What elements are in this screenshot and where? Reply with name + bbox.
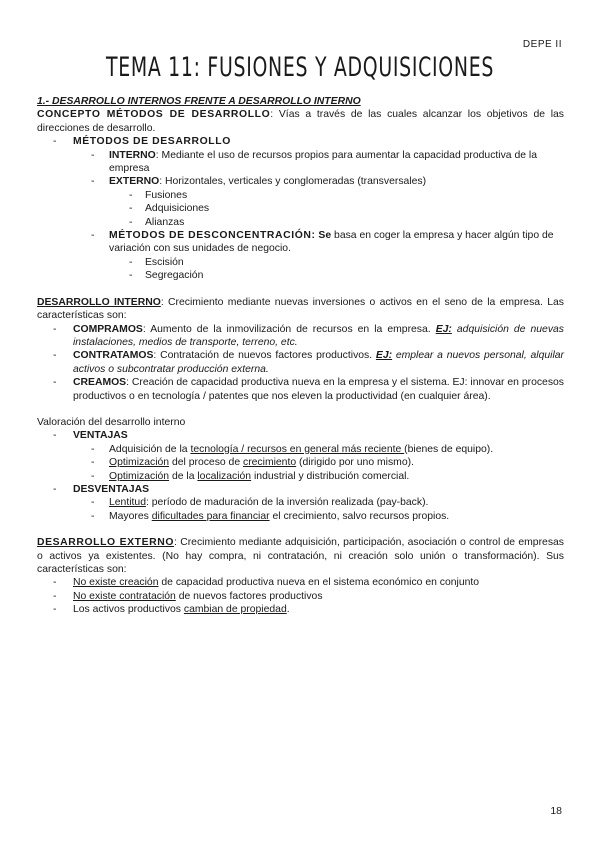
list-item: - Optimización de la localización industrial y distribución comercial.: [91, 470, 410, 482]
ventaja-underlined: Optimización: [109, 470, 170, 482]
ventaja-text: de la: [169, 470, 198, 482]
list-item: - VENTAJAS: [53, 430, 128, 442]
desventaja-underlined: Lentitud: [109, 497, 146, 509]
list-item: - Lentitud: período de maduración de la inversión realizada (pay-back).: [91, 497, 429, 509]
page-title: TEMA 11: FUSIONES Y ADQUISICIONES: [105, 52, 495, 83]
list-item: - No existe contratación de nuevos factores productivos: [53, 590, 323, 602]
desarrollo-interno-label: DESARROLLO INTERNO: [37, 296, 161, 308]
externo-text: : Horizontales, verticales y conglomeradas (transversales): [159, 176, 427, 188]
concept-paragraph: [37, 108, 564, 135]
desarrollo-interno-text: : Crecimiento mediante nuevas inversiones o activos en el seno de la empresa. Las características son:: [37, 296, 564, 322]
contratamos-label: CONTRATAMOS: [73, 350, 154, 362]
desconc-label: MÉTODOS DE DESCONCENTRACIÓN:: [109, 230, 316, 242]
list-item: - MÉTODOS DE DESARROLLO: [53, 136, 231, 148]
list-item: - CONTRATAMOS: Contratación de nuevos factores productivos. EJ: emplear a nuevos personal, alquilar activos o subcontratar producción externa.: [53, 350, 564, 375]
list-item: - COMPRAMOS: Aumento de la inmovilización de recursos en la empresa. EJ: adquisición de nuevas instalaciones, medios de transporte, terreno, etc.: [53, 323, 565, 348]
desconc-bold: Se: [315, 230, 332, 242]
ventaja-underlined: Optimización: [109, 457, 170, 469]
list-item: - Segregación: [129, 270, 204, 282]
interno-label: INTERNO: [109, 149, 156, 161]
creamos-label: CREAMOS: [73, 377, 127, 389]
externo-label: EXTERNO: [109, 176, 160, 188]
desconc-text: basa en coger la empresa y hacer algún tipo de variación con sus unidades de negocio.: [109, 230, 554, 255]
externo-underlined: No existe contratación: [73, 590, 176, 602]
ventaja-underlined: crecimiento: [243, 457, 297, 469]
list-item: - EXTERNO: Horizontales, verticales y conglomeradas (transversales): [91, 176, 427, 188]
externo-text: de nuevos factores productivos: [175, 590, 323, 602]
list-item: - Los activos productivos cambian de propiedad.: [53, 604, 290, 616]
list-item: - Optimización del proceso de crecimiento (dirigido por uno mismo).: [91, 457, 414, 469]
ventaja-text: (bienes de equipo).: [404, 443, 494, 455]
ventaja-text: del proceso de: [169, 457, 243, 469]
interno-text: : Mediante el uso de recursos propios para aumentar la capacidad productiva de la empresa: [109, 149, 537, 175]
ventajas-label: VENTAJAS: [73, 430, 128, 442]
page-number: 18: [550, 804, 562, 817]
desventaja-text: el crecimiento, salvo recursos propios.: [269, 510, 450, 522]
contratamos-ej-text: emplear a nuevos personal, alquilar activos o subcontratar producción externa.: [73, 350, 564, 375]
concept-label: CONCEPTO MÉTODOS DE DESARROLLO: [37, 109, 271, 121]
ventaja-underlined: tecnología / recursos en general más reciente: [190, 443, 405, 455]
compramos-text: : Aumento de la inmovilización de recursos en la empresa.: [142, 323, 436, 335]
compramos-ej: EJ:: [435, 323, 452, 335]
contratamos-text: : Contratación de nuevos factores productivos.: [153, 350, 376, 362]
list-item: - CREAMOS: Creación de capacidad productiva nueva en la empresa y el sistema. EJ: innovar en procesos productivos o en tecnología / patentes que nos eleven la productividad (en cualquier área).: [53, 377, 564, 402]
externo-item: Alianzas: [145, 216, 185, 228]
externo-paragraph: [37, 536, 564, 576]
creamos-text: : Creación de capacidad productiva nueva en la empresa y el sistema. EJ: innovar en procesos productivos o en tecnología / patentes que nos eleven la productividad (en cualquier área).: [73, 377, 564, 402]
list-item: - Mayores dificultades para financiar el crecimiento, salvo recursos propios.: [91, 510, 450, 522]
list-item: - MÉTODOS DE DESCONCENTRACIÓN: Se basa en coger la empresa y hacer algún tipo de variación con sus unidades de negocio.: [91, 230, 554, 255]
compramos-label: COMPRAMOS: [73, 323, 143, 335]
ventaja-text: industrial y distribución comercial.: [251, 470, 410, 482]
ventaja-text: (dirigido por uno mismo).: [296, 457, 414, 469]
interno-paragraph: [37, 296, 564, 323]
list-item: - DESVENTAJAS: [53, 483, 150, 495]
desventajas-label: DESVENTAJAS: [73, 483, 150, 495]
valoracion-heading: Valoración del desarrollo interno: [37, 416, 186, 428]
contratamos-ej: EJ:: [375, 350, 393, 362]
document-body: [37, 95, 564, 617]
externo-text: Los activos productivos: [73, 604, 184, 616]
externo-underlined: No existe creación: [73, 577, 159, 589]
list-item: - Fusiones: [129, 189, 188, 201]
section-heading: 1.- DESARROLLO INTERNOS FRENTE A DESARROLLO INTERNO: [37, 96, 361, 107]
compramos-ej-text: adquisición de nuevas instalaciones, medios de transporte, terreno, etc.: [73, 323, 565, 348]
externo-text: de capacidad productiva nueva en el sistema económico en conjunto: [158, 577, 480, 589]
list-item: - Alianzas: [129, 216, 185, 228]
metodos-label: MÉTODOS DE DESARROLLO: [73, 136, 231, 148]
externo-underlined: cambian de propiedad: [183, 604, 287, 616]
desconc-item: Segregación: [145, 270, 204, 282]
concept-text: : Vías a través de las cuales alcanzar los objetivos de las direcciones de desarrollo.: [37, 109, 564, 134]
list-item: - Adquisiciones: [129, 203, 210, 215]
desarrollo-externo-label: DESARROLLO EXTERNO: [37, 537, 175, 549]
desventaja-underlined: dificultades para financiar: [151, 510, 270, 522]
list-item: - Adquisición de la tecnología / recursos en general más reciente (bienes de equipo).: [91, 443, 494, 455]
ventaja-text: Adquisición de la: [109, 443, 191, 455]
ventaja-underlined: localización: [197, 470, 252, 482]
list-item: - Escisión: [129, 256, 184, 268]
course-label: DEPE II: [522, 39, 562, 50]
externo-item: Adquisiciones: [145, 203, 210, 215]
desventaja-text: : período de maduración de la inversión realizada (pay-back).: [145, 497, 429, 509]
desarrollo-externo-text: : Crecimiento mediante adquisición, participación, asociación o control de empresas o activos ya existentes. (No hay compra, ni contratación, ni creación solo unión o transformación). Sus características son:: [37, 537, 564, 575]
desconc-item: Escisión: [145, 256, 184, 268]
externo-item: Fusiones: [145, 189, 188, 201]
desventaja-text: Mayores: [109, 510, 152, 522]
list-item: - INTERNO: Mediante el uso de recursos propios para aumentar la capacidad productiva de la empresa: [91, 149, 537, 175]
list-item: - No existe creación de capacidad productiva nueva en el sistema económico en conjunto: [53, 577, 480, 589]
externo-text: .: [286, 604, 290, 616]
